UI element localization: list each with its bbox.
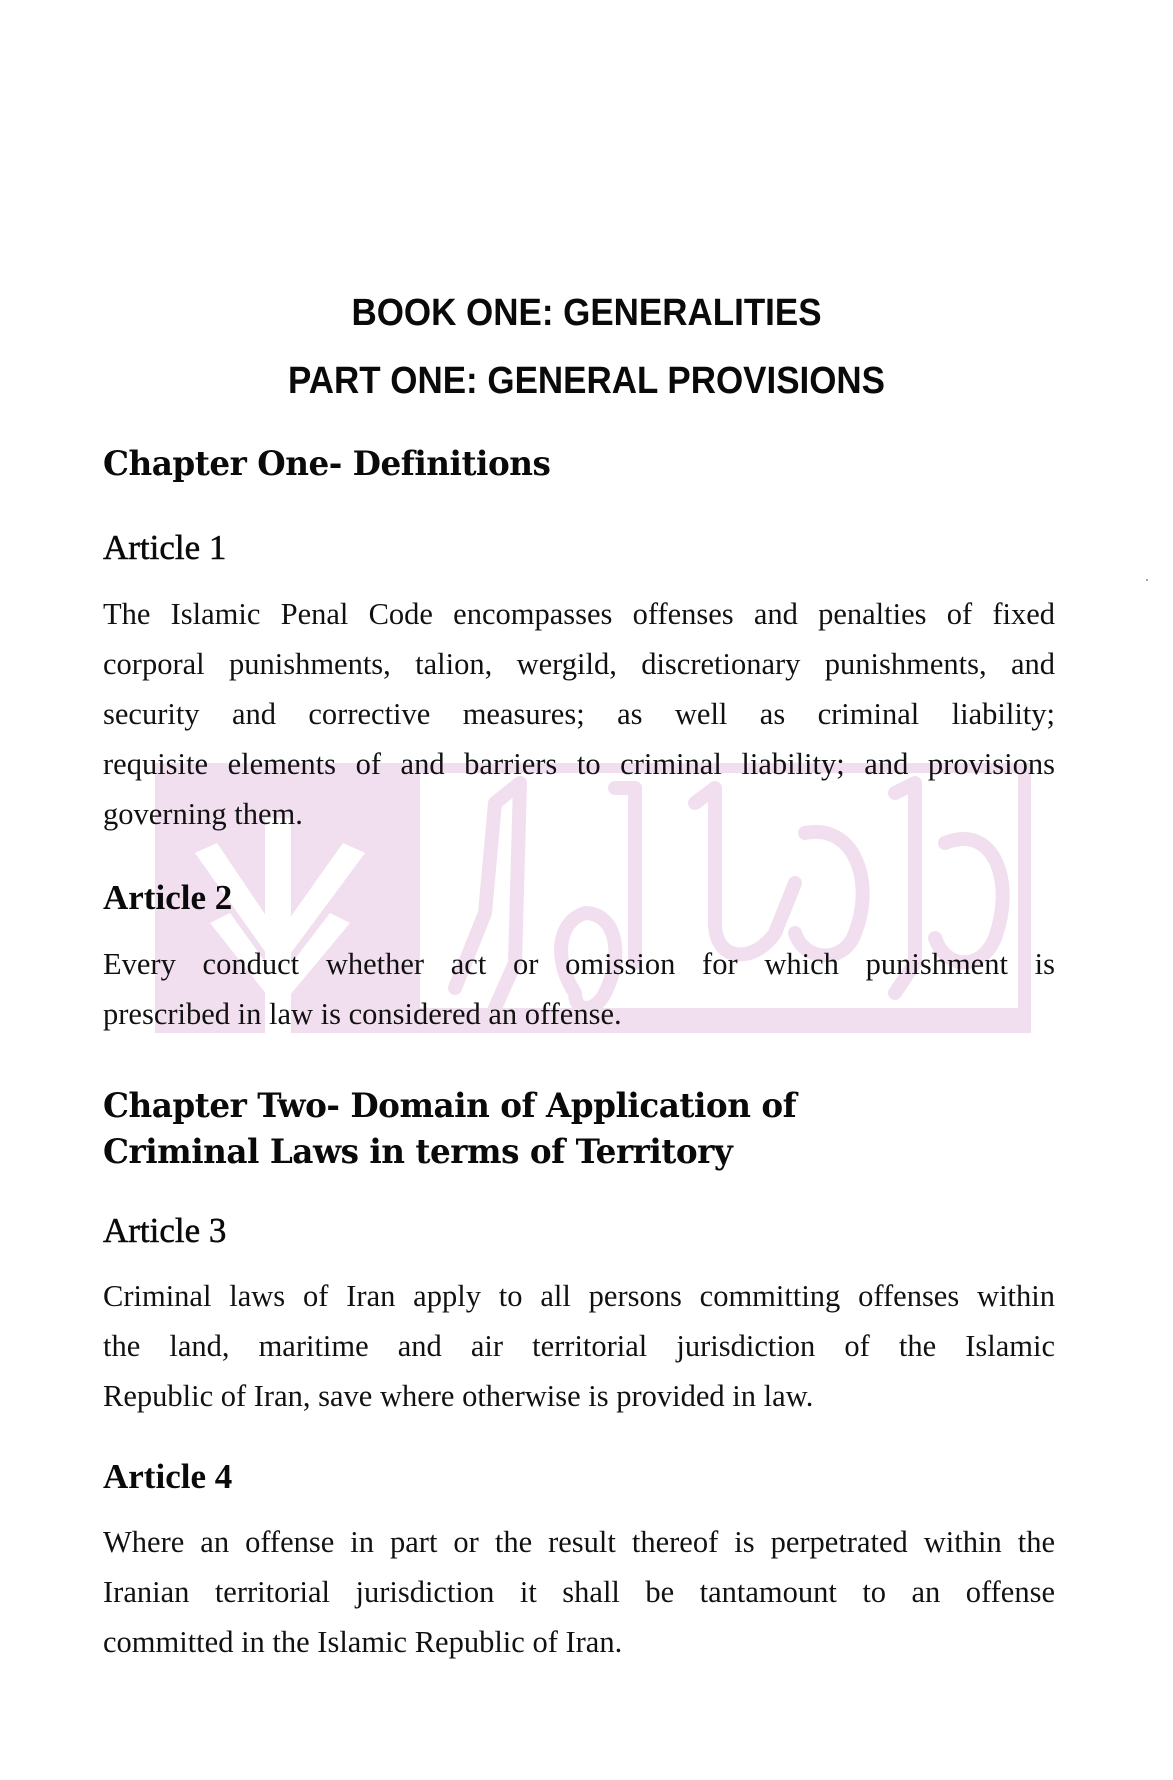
text-line: The Islamic Penal Code encompasses offenses and penalties of fixed [103,597,1055,631]
text-line: Criminal laws of Iran apply to all persons committing offenses within [103,1279,1055,1313]
text-line: Every conduct whether act or omission for which punishment is [103,947,1055,981]
text-line: Iranian territorial jurisdiction it shall be tantamount to an offense [103,1575,1055,1609]
text-line: committed in the Islamic Republic of Iran. [103,1625,623,1659]
article-body [103,1517,1055,1667]
text-line: prescribed in law is considered an offense. [103,997,622,1031]
book-title: BOOK ONE: GENERALITIES [351,292,822,334]
article-body [103,1271,1055,1421]
text-line: Where an offense in part or the result thereof is perpetrated within the [103,1525,1055,1559]
article-body [103,939,1055,1039]
text-line: governing them. [103,797,303,831]
article-title: Article 3 [103,1211,227,1250]
chapter-title: Chapter One- Definitions [103,444,551,484]
chapter-title [103,1083,796,1175]
article-body [103,589,1055,839]
text-line: the land, maritime and air territorial jurisdiction of the Islamic [103,1329,1055,1363]
article-title: Article 1 [103,528,227,567]
article-title: Article 2 [103,878,233,917]
text-line: Republic of Iran, save where otherwise is provided in law. [103,1379,814,1413]
chapter-title-line: Criminal Laws in terms of Territory [103,1132,733,1172]
text-line: requisite elements of and barriers to criminal liability; and provisions [103,747,1055,781]
article-title: Article 4 [103,1457,233,1496]
scan-speck [1146,579,1148,581]
chapter-title-line: Chapter Two- Domain of Application of [103,1086,797,1126]
text-line: security and corrective measures; as well as criminal liability; [103,697,1055,731]
part-title: PART ONE: GENERAL PROVISIONS [288,360,885,402]
text-line: corporal punishments, talion, wergild, discretionary punishments, and [103,647,1055,681]
